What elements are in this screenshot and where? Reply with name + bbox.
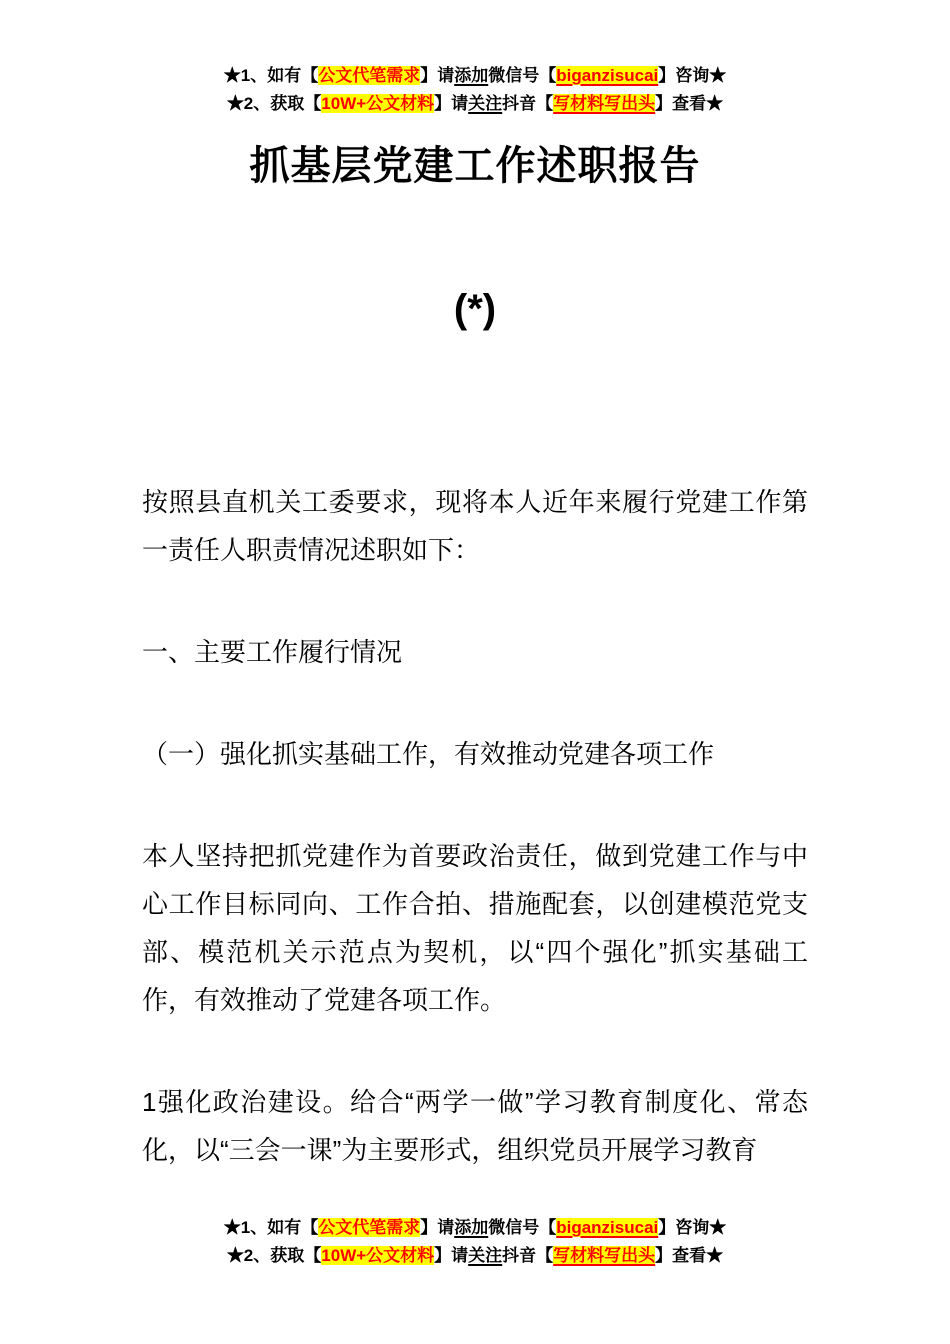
promo-text: 】请: [434, 1246, 469, 1265]
promo-text: 】查看★: [655, 94, 724, 113]
promo-text: 】咨询★: [658, 1218, 727, 1237]
paragraph-body: 1强化政治建设。给合“两学一做”学习教育制度化、常态化，以“三会一课”为主要形式，组织党员开展学习教育: [142, 1087, 808, 1165]
promo-text: 微信号【: [488, 1218, 557, 1237]
promo-text: 抖音【: [502, 1246, 554, 1265]
promo-highlight-text: 公文代笔需求: [318, 66, 421, 85]
promo-footer: [0, 1214, 950, 1270]
promo-underline-text: 添加: [454, 1218, 489, 1237]
promo-highlight-text: 公文代笔需求: [318, 1218, 421, 1237]
promo-text: 】请: [420, 66, 455, 85]
promo-underline-text: 关注: [468, 1246, 503, 1265]
promo-wechat-id: biganzisucai: [556, 1218, 659, 1237]
promo-text: ★2、获取【: [226, 94, 322, 113]
promo-text: 抖音【: [502, 94, 554, 113]
promo-text: 】请: [434, 94, 469, 113]
promo-text: ★2、获取【: [226, 1246, 322, 1265]
promo-wechat-id: biganzisucai: [556, 66, 659, 85]
paragraph-body: 本人坚持把抓党建作为首要政治责任，做到党建工作与中心工作目标同向、工作合拍、措施配套，以创建模范党支部、模范机关示范点为契机，以“四个强化”抓实基础工作，有效推动了党建各项工作。: [142, 841, 808, 1015]
paragraph-intro: 按照县直机关工委要求，现将本人近年来履行党建工作第一责任人职责情况述职如下：: [142, 487, 808, 565]
promo-douyin-id: 写材料写出头: [553, 94, 656, 113]
promo-highlight-text: 10W+公文材料: [321, 94, 435, 113]
promo-text: ★1、如有【: [223, 1218, 319, 1237]
promo-footer-line-1: [0, 1214, 950, 1242]
promo-header-line-1: [0, 62, 950, 90]
promo-text: 】请: [420, 1218, 455, 1237]
promo-text: ★1、如有【: [223, 66, 319, 85]
promo-highlight-text: 10W+公文材料: [321, 1246, 435, 1265]
promo-underline-text: 添加: [454, 66, 489, 85]
section-heading-1-1: （一）强化抓实基础工作，有效推动党建各项工作: [142, 739, 715, 769]
promo-text: 微信号【: [488, 66, 557, 85]
section-heading-1: 一、主要工作履行情况: [142, 637, 403, 667]
document-title: 抓基层党建工作述职报告: [249, 144, 701, 188]
promo-douyin-id: 写材料写出头: [553, 1246, 656, 1265]
promo-text: 】查看★: [655, 1246, 724, 1265]
asterisk-mark: (*): [453, 287, 497, 331]
promo-footer-line-2: [0, 1242, 950, 1270]
document-body: [142, 478, 808, 1174]
promo-underline-text: 关注: [468, 94, 503, 113]
promo-header: [0, 62, 950, 118]
promo-header-line-2: [0, 90, 950, 118]
promo-text: 】咨询★: [658, 66, 727, 85]
